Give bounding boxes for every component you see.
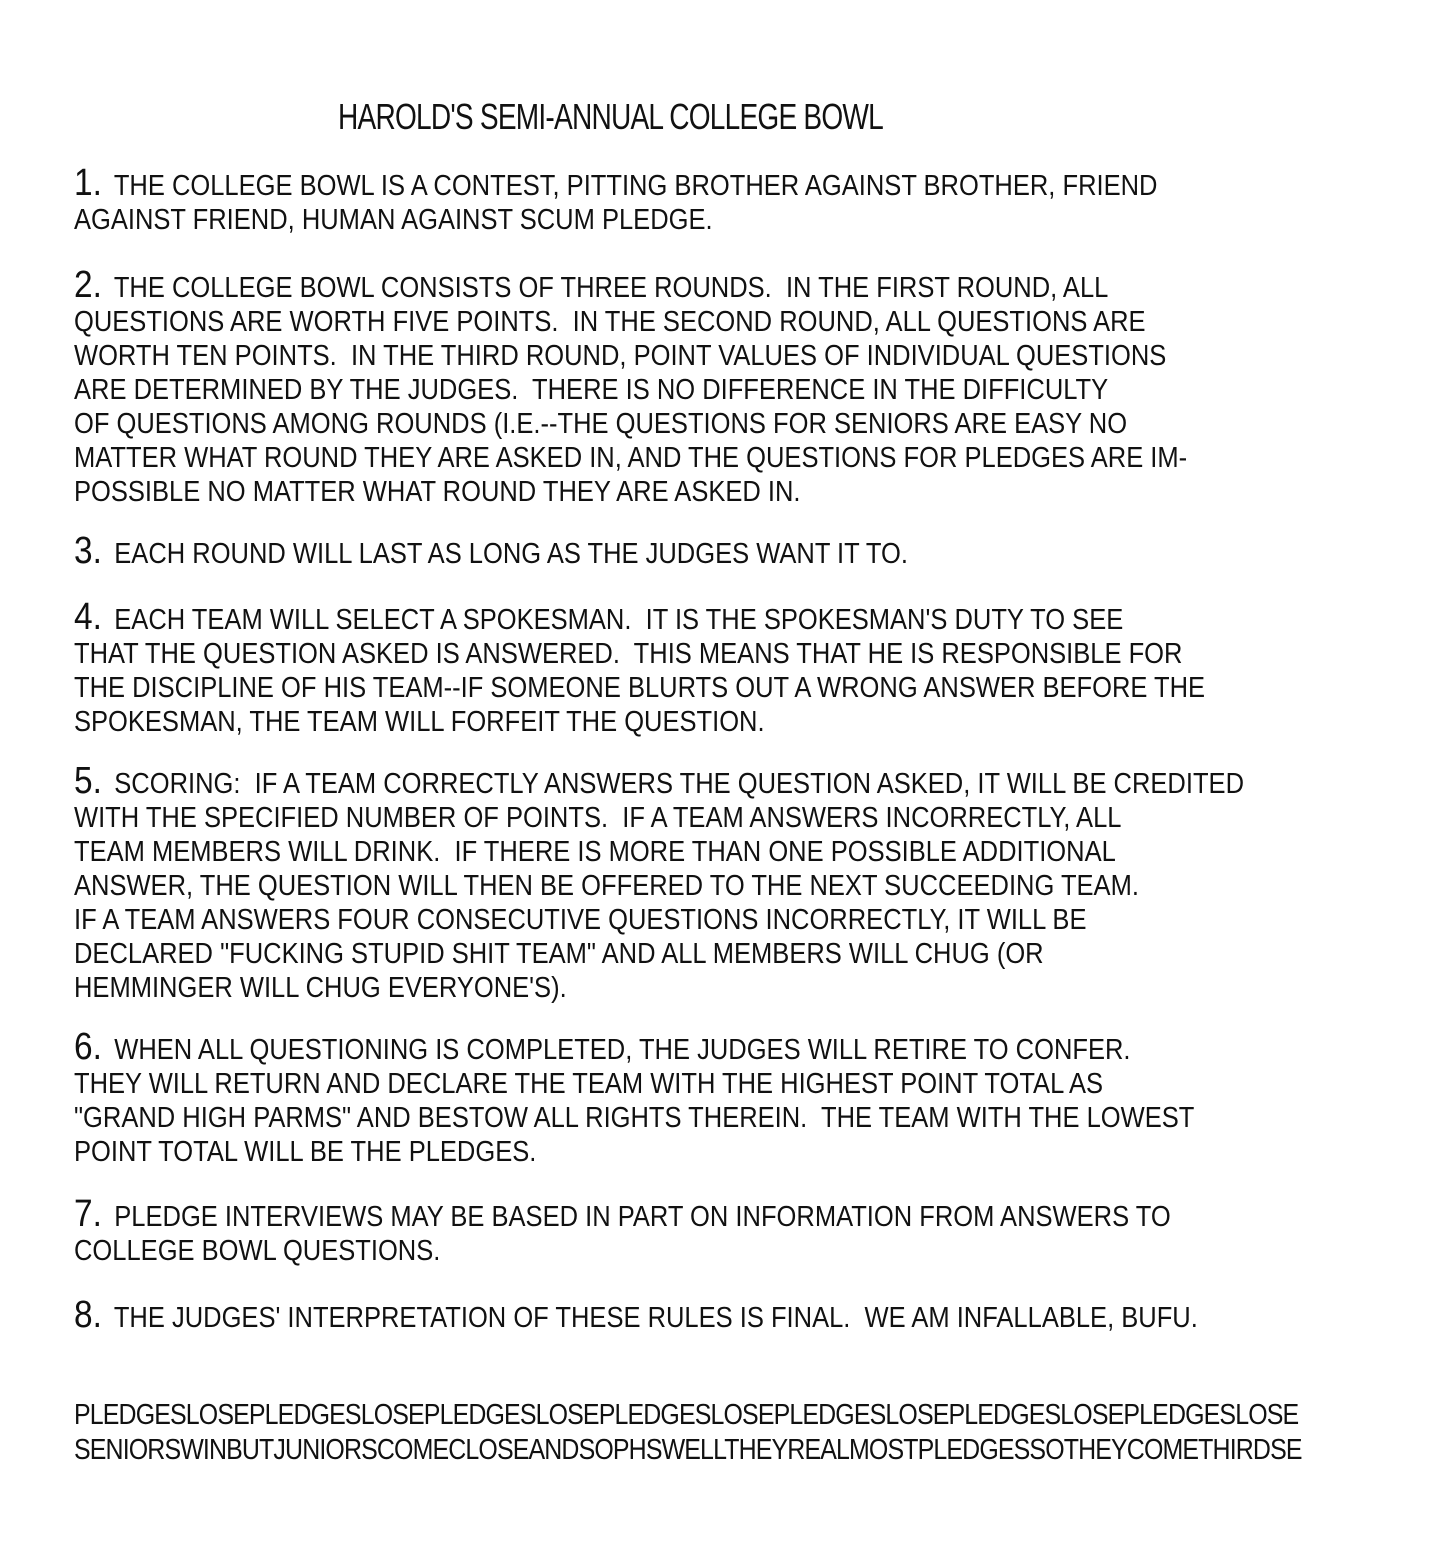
rule-line: DECLARED "FUCKING STUPID SHIT TEAM" AND ALL MEMBERS WILL CHUG (OR bbox=[74, 938, 1044, 970]
rule-number: 7. bbox=[74, 1193, 102, 1235]
rule-text: WHEN ALL QUESTIONING IS COMPLETED, THE JUDGES WILL RETIRE TO CONFER. bbox=[114, 1034, 1131, 1066]
rule-8 bbox=[74, 1294, 1394, 1336]
rule-line: IF A TEAM ANSWERS FOUR CONSECUTIVE QUESTIONS INCORRECTLY, IT WILL BE bbox=[74, 904, 1087, 936]
page-title: HAROLD'S SEMI-ANNUAL COLLEGE BOWL bbox=[338, 96, 884, 137]
rule-7 bbox=[74, 1193, 1394, 1268]
rule-5 bbox=[74, 760, 1394, 1005]
rule-text: EACH TEAM WILL SELECT A SPOKESMAN. IT IS THE SPOKESMAN'S DUTY TO SEE bbox=[114, 604, 1124, 636]
rule-line: MATTER WHAT ROUND THEY ARE ASKED IN, AND THE QUESTIONS FOR PLEDGES ARE IM- bbox=[74, 442, 1188, 474]
rule-line: SPOKESMAN, THE TEAM WILL FORFEIT THE QUESTION. bbox=[74, 706, 765, 738]
rule-line bbox=[74, 530, 1394, 572]
rule-number: 6. bbox=[74, 1026, 102, 1068]
rule-line bbox=[74, 1193, 1394, 1235]
rule-2 bbox=[74, 264, 1394, 509]
rule-number: 8. bbox=[74, 1294, 102, 1336]
rule-line: "GRAND HIGH PARMS" AND BESTOW ALL RIGHTS THEREIN. THE TEAM WITH THE LOWEST bbox=[74, 1102, 1195, 1134]
rule-line bbox=[74, 162, 1394, 204]
rule-number: 2. bbox=[74, 264, 102, 306]
rule-text: THE COLLEGE BOWL CONSISTS OF THREE ROUNDS. IN THE FIRST ROUND, ALL bbox=[113, 272, 1109, 304]
rule-4 bbox=[74, 596, 1394, 739]
rule-text: EACH ROUND WILL LAST AS LONG AS THE JUDGES WANT IT TO. bbox=[114, 538, 908, 570]
rule-line: OF QUESTIONS AMONG ROUNDS (I.E.--THE QUESTIONS FOR SENIORS ARE EASY NO bbox=[74, 408, 1128, 440]
rule-line bbox=[74, 760, 1394, 802]
rule-line bbox=[74, 1026, 1394, 1068]
rule-line: QUESTIONS ARE WORTH FIVE POINTS. IN THE SECOND ROUND, ALL QUESTIONS ARE bbox=[74, 306, 1146, 338]
rule-line: THEY WILL RETURN AND DECLARE THE TEAM WITH THE HIGHEST POINT TOTAL AS bbox=[74, 1068, 1104, 1100]
rule-number: 5. bbox=[74, 760, 102, 802]
rule-line: WORTH TEN POINTS. IN THE THIRD ROUND, POINT VALUES OF INDIVIDUAL QUESTIONS bbox=[74, 340, 1167, 372]
rule-number: 3. bbox=[74, 530, 102, 572]
rule-text: THE COLLEGE BOWL IS A CONTEST, PITTING BROTHER AGAINST BROTHER, FRIEND bbox=[113, 170, 1158, 202]
rule-6 bbox=[74, 1026, 1394, 1169]
rule-line: TEAM MEMBERS WILL DRINK. IF THERE IS MORE THAN ONE POSSIBLE ADDITIONAL bbox=[74, 836, 1116, 868]
rule-line bbox=[74, 264, 1394, 306]
rule-text: THE JUDGES' INTERPRETATION OF THESE RULES IS FINAL. WE AM INFALLABLE, BUFU. bbox=[113, 1302, 1198, 1334]
rule-line: ARE DETERMINED BY THE JUDGES. THERE IS NO DIFFERENCE IN THE DIFFICULTY bbox=[74, 374, 1109, 406]
rule-line: POSSIBLE NO MATTER WHAT ROUND THEY ARE ASKED IN. bbox=[74, 476, 801, 508]
rule-3 bbox=[74, 530, 1394, 572]
footer-line: PLEDGESLOSEPLEDGESLOSEPLEDGESLOSEPLEDGESLOSEPLEDGESLOSEPLEDGESLOSEPLEDGESLOSE bbox=[74, 1399, 1299, 1431]
rule-line: AGAINST FRIEND, HUMAN AGAINST SCUM PLEDGE. bbox=[74, 204, 713, 236]
rule-line: THAT THE QUESTION ASKED IS ANSWERED. THIS MEANS THAT HE IS RESPONSIBLE FOR bbox=[74, 638, 1183, 670]
rule-text: PLEDGE INTERVIEWS MAY BE BASED IN PART ON INFORMATION FROM ANSWERS TO bbox=[114, 1201, 1171, 1233]
rule-number: 4. bbox=[74, 596, 102, 638]
rule-text: SCORING: IF A TEAM CORRECTLY ANSWERS THE QUESTION ASKED, IT WILL BE CREDITED bbox=[114, 768, 1245, 800]
rule-line bbox=[74, 1294, 1394, 1336]
rule-line: THE DISCIPLINE OF HIS TEAM--IF SOMEONE BLURTS OUT A WRONG ANSWER BEFORE THE bbox=[74, 672, 1206, 704]
rule-1 bbox=[74, 162, 1394, 237]
rule-line bbox=[74, 596, 1394, 638]
rule-line: POINT TOTAL WILL BE THE PLEDGES. bbox=[74, 1136, 537, 1168]
footer-chant bbox=[74, 1398, 1302, 1468]
rule-line: COLLEGE BOWL QUESTIONS. bbox=[74, 1235, 441, 1267]
rule-number: 1. bbox=[74, 162, 102, 204]
rule-line: HEMMINGER WILL CHUG EVERYONE'S). bbox=[74, 972, 567, 1004]
rule-line: WITH THE SPECIFIED NUMBER OF POINTS. IF A TEAM ANSWERS INCORRECTLY, ALL bbox=[74, 802, 1122, 834]
footer-line: SENIORSWINBUTJUNIORSCOMECLOSEANDSOPHSWELLTHEYREALMOSTPLEDGESSOTHEYCOMETHIRDSE bbox=[74, 1434, 1302, 1466]
rule-line: ANSWER, THE QUESTION WILL THEN BE OFFERED TO THE NEXT SUCCEEDING TEAM. bbox=[74, 870, 1139, 902]
